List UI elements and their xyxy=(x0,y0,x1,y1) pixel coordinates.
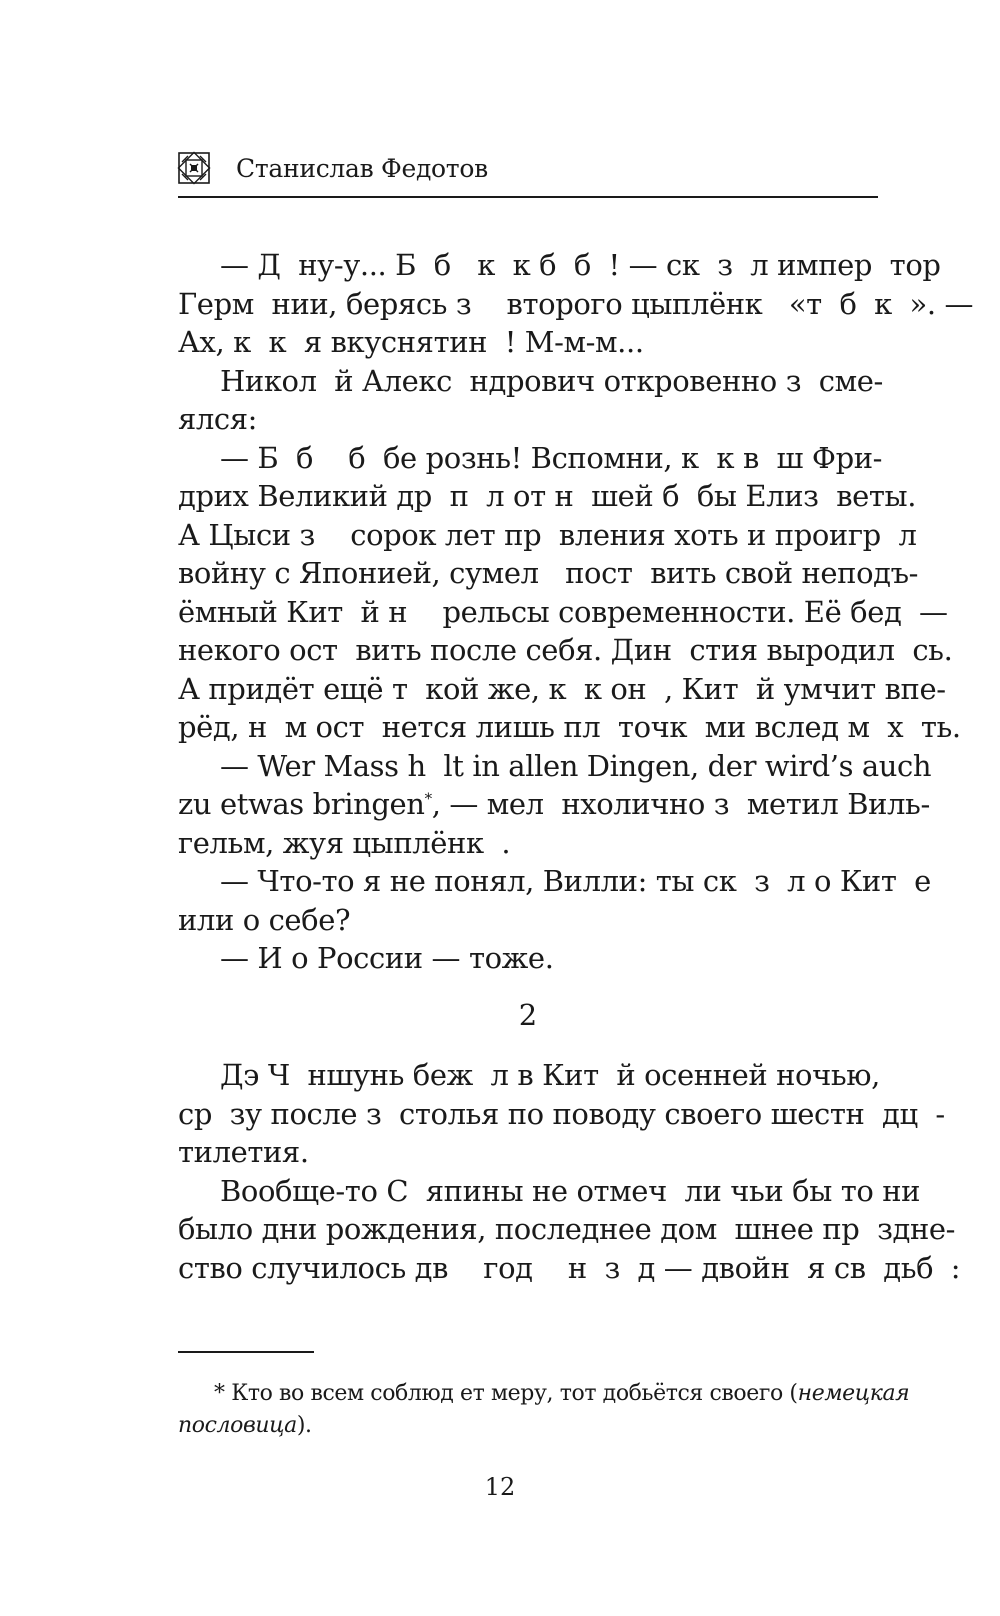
text-line: ср зу после з столья по поводу своего шестн дц - xyxy=(178,1096,945,1131)
text-line: Вообще-то С япины не отмеч ли чьи бы то ни xyxy=(220,1173,921,1208)
footnote-line-1 xyxy=(178,1378,910,1410)
text-line: — И о России — тоже. xyxy=(220,941,554,975)
footnote-line-2 xyxy=(178,1410,878,1442)
text-line: дрих Великий др п л от н шей б бы Елиз веты. xyxy=(178,479,917,513)
footnote-reference: * xyxy=(424,789,432,808)
footnote-italic: немецкая xyxy=(797,1381,910,1406)
text-line: рёд, н м ост нется лишь пл точк ми вслед м х ть. xyxy=(178,710,961,744)
text-line: ялся: xyxy=(178,402,258,436)
dialogue-block xyxy=(178,246,974,978)
text-line: ство случилось дв год н з д — двойн я св дьб : xyxy=(178,1250,961,1285)
text-line: некого ост вить после себя. Дин стия выродил сь. xyxy=(178,633,953,667)
text-line: Ах, к к я вкуснятин ! М-м-м... xyxy=(178,325,644,359)
page-number: 12 xyxy=(484,1473,516,1501)
text-line: А придёт ещё т кой же, к к он , Кит й умчит впе- xyxy=(178,671,946,706)
chapter-number: 2 xyxy=(518,997,538,1032)
text-line: было дни рождения, последнее дом шнее пр здне- xyxy=(178,1212,956,1246)
footnote-end: ). xyxy=(296,1413,312,1438)
page-body xyxy=(178,246,974,1287)
running-header xyxy=(178,150,878,190)
author-name: Станислав Федотов xyxy=(236,154,488,183)
text-line: ёмный Кит й н рельсы современности. Её бед — xyxy=(178,594,948,629)
text-line: тилетия. xyxy=(178,1135,309,1169)
text-line: Никол й Алекс ндрович откровенно з сме- xyxy=(220,363,883,398)
text-line: А Цыси з сорок лет пр вления хоть и проигр л xyxy=(178,517,917,552)
chapter-text xyxy=(178,1056,961,1287)
text-line: войну с Японией, сумел пост вить свой неподъ- xyxy=(178,556,919,590)
text-line: — Б б б бе рознь! Вспомни, к к в ш Фри- xyxy=(220,440,883,475)
header-rule xyxy=(178,196,878,198)
footnote xyxy=(178,1378,910,1442)
footnote-text: Кто во всем соблюд ет меру, тот добьётся своего ( xyxy=(231,1381,798,1406)
text-line: — Wer Mass h lt in allen Dingen, der wird’s auch xyxy=(220,748,932,783)
text-line: Герм нии, берясь з второго цыплёнк «т б к ». — xyxy=(178,286,974,321)
text-line: — Д ну-у... Б б к к б б ! — ск з л импер тор xyxy=(220,248,941,282)
text-line: zu etwas bringen*, — мел нхолично з метил Виль- xyxy=(178,787,930,821)
text-line: или о себе? xyxy=(178,902,351,937)
text-line: Дэ Ч ншунь беж л в Кит й осенней ночью, xyxy=(220,1058,880,1092)
text-line: — Что-то я не понял, Вилли: ты ск з л о Кит е xyxy=(220,864,931,898)
footnote-marker: * xyxy=(214,1381,225,1406)
footnote-rule xyxy=(178,1351,314,1353)
celtic-knot-icon xyxy=(178,152,210,184)
text-line: гельм, жуя цыплёнк . xyxy=(178,825,511,860)
footnote-italic-2: пословица xyxy=(178,1413,297,1438)
